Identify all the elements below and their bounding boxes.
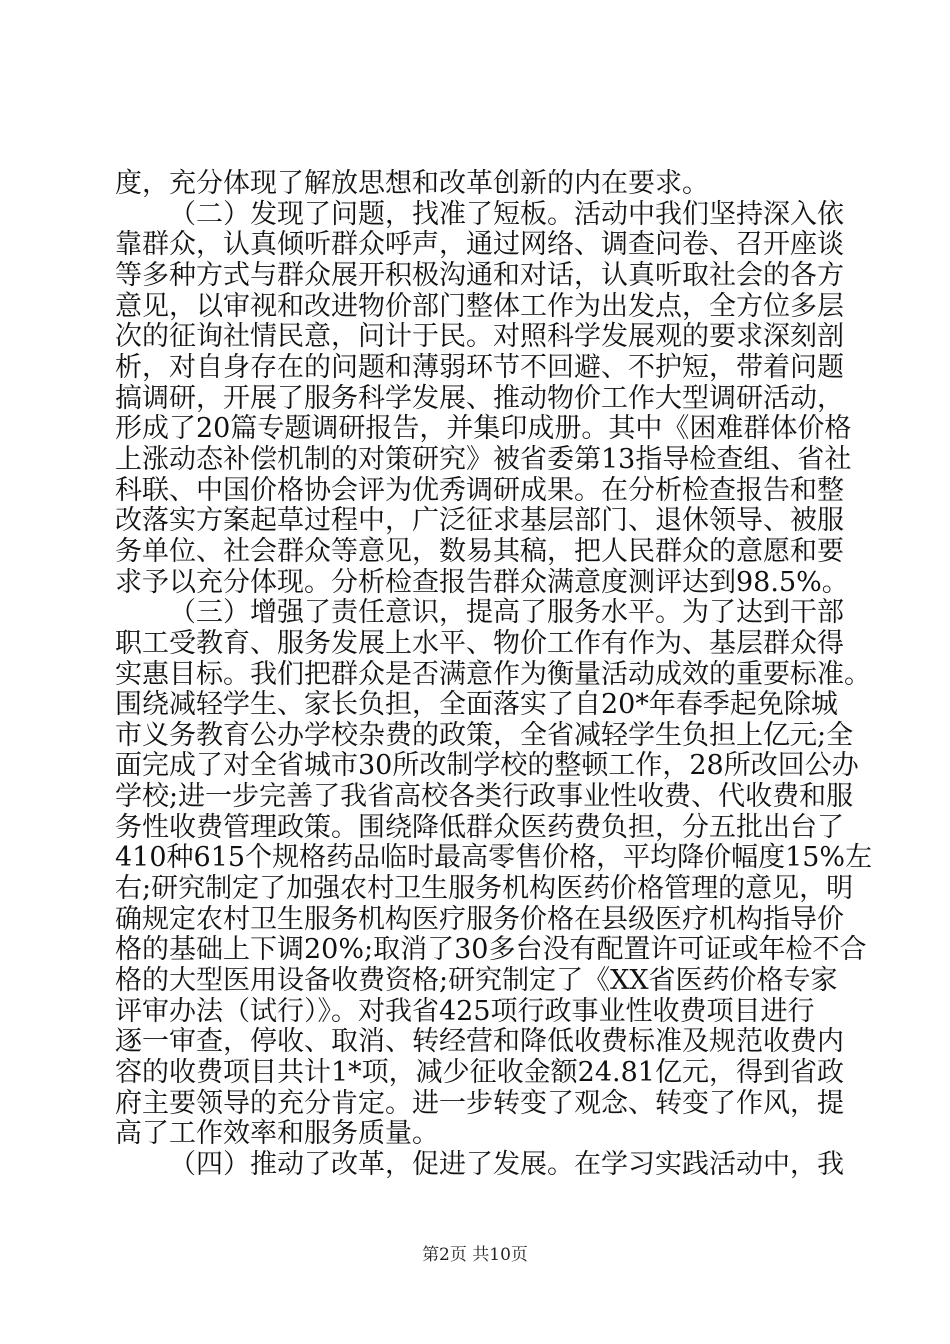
body-text-line: 容的收费项目共计1*项，减少征收金额24.81亿元，得到省政 <box>115 1057 844 1088</box>
body-text-line: 410种615个规格药品临时最高零售价格，平均降价幅度15%左 <box>115 842 873 873</box>
body-text-line: 形成了20篇专题调研报告，并集印成册。其中《困难群体价格 <box>115 413 852 444</box>
body-text-line: 科联、中国价格协会评为优秀调研成果。在分析检查报告和整 <box>115 475 844 506</box>
body-text-line: 搞调研，开展了服务科学发展、推动物价工作大型调研活动， <box>115 383 844 414</box>
body-text-line: 围绕减轻学生、家长负担，全面落实了自20*年春季起免除城 <box>115 689 838 720</box>
body-text-line: 高了工作效率和服务质量。 <box>115 1118 439 1149</box>
page-footer: 第2页 共10页 <box>422 1245 528 1265</box>
section-heading-line: （三）增强了责任意识，提高了服务水平。为了达到干部 <box>169 597 844 628</box>
body-text-line: 右;研究制定了加强农村卫生服务机构医药价格管理的意见，明 <box>115 873 854 904</box>
body-text-line: 求予以充分体现。分析检查报告群众满意度测评达到98.5%。 <box>115 567 849 598</box>
body-text-line: 务单位、社会群众等意见，数易其稿，把人民群众的意愿和要 <box>115 536 844 567</box>
body-text-line: 实惠目标。我们把群众是否满意作为衡量活动成效的重要标准。 <box>115 659 871 690</box>
body-text-line: 面完成了对全省城市30所改制学校的整顿工作，28所改回公办 <box>115 750 859 781</box>
body-text-line: 务性收费管理政策。围绕降低群众医药费负担，分五批出台了 <box>115 812 844 843</box>
body-text-line: 靠群众，认真倾听群众呼声，通过网络、调查问卷、召开座谈 <box>115 229 844 260</box>
body-text-line: 改落实方案起草过程中，广泛征求基层部门、退休领导、被服 <box>115 505 844 536</box>
section-heading-line: （四）推动了改革，促进了发展。在学习实践活动中，我 <box>169 1149 844 1180</box>
body-text-line: 等多种方式与群众展开积极沟通和对话，认真听取社会的各方 <box>115 260 844 291</box>
body-text-line: 市义务教育公办学校杂费的政策，全省减轻学生负担上亿元;全 <box>115 720 854 751</box>
body-text-line: 学校;进一步完善了我省高校各类行政事业性收费、代收费和服 <box>115 781 854 812</box>
section-heading-line: （二）发现了问题，找准了短板。活动中我们坚持深入依 <box>169 199 844 230</box>
body-text-line: 意见，以审视和改进物价部门整体工作为出发点，全方位多层 <box>115 291 844 322</box>
body-text-line: 格的基础上下调20%;取消了30多台没有配置许可证或年检不合 <box>115 934 867 965</box>
body-text-line: 职工受教育、服务发展上水平、物价工作有作为、基层群众得 <box>115 628 844 659</box>
body-text-line: 确规定农村卫生服务机构医疗服务价格在县级医疗机构指导价 <box>115 904 844 935</box>
body-text-line: 析，对自身存在的问题和薄弱环节不回避、不护短，带着问题 <box>115 352 844 383</box>
body-text-line: 次的征询社情民意，问计于民。对照科学发展观的要求深刻剖 <box>115 321 844 352</box>
body-text-line: 府主要领导的充分肯定。进一步转变了观念、转变了作风，提 <box>115 1088 844 1119</box>
body-text-line: 格的大型医用设备收费资格;研究制定了《XX省医药价格专家 <box>115 965 838 996</box>
body-text-line: 度，充分体现了解放思想和改革创新的内在要求。 <box>115 168 709 199</box>
body-text-line: 评审办法（试行）》。对我省425项行政事业性收费项目进行 <box>115 996 815 1027</box>
body-text-line: 上涨动态补偿机制的对策研究》被省委第13指导检查组、省社 <box>115 444 852 475</box>
body-text-line: 逐一审查，停收、取消、转经营和降低收费标准及规范收费内 <box>115 1026 844 1057</box>
